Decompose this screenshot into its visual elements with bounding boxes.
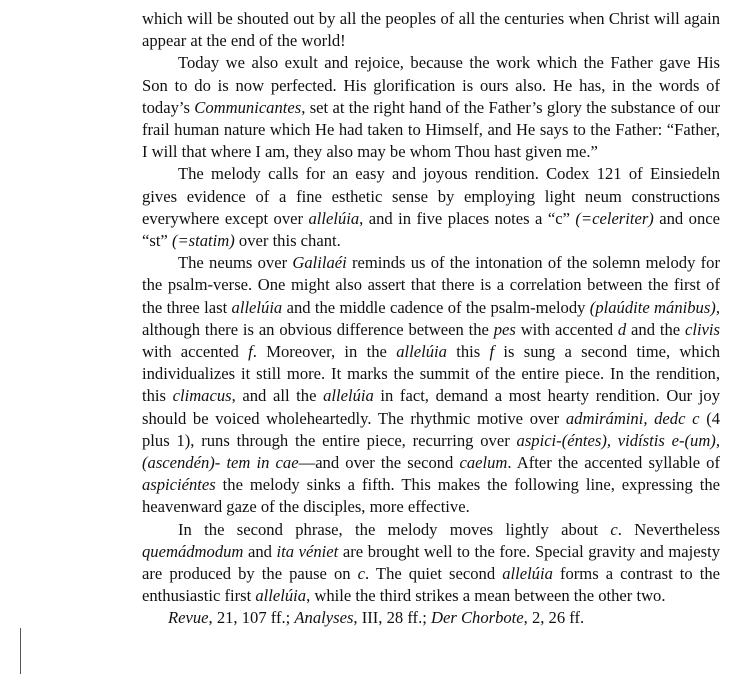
paragraph-1 — [142, 8, 720, 52]
italic-run: aspici-(éntes), vidístis e-(um), (ascendén)- tem in cae — [142, 430, 720, 473]
text-run: , 21, 107 ff.; — [208, 608, 295, 628]
italic-run: admirámini, dedc c — [565, 408, 700, 428]
text-run: , although there is an obvious difference between the — [142, 297, 720, 339]
text-run: Today we also exult and rejoice, because the work which the Father gave His Son to do is now perfected. His glorification is ours also. He has, in the words of today’s — [142, 53, 720, 117]
italic-run: Analyses — [294, 608, 354, 628]
text-run: and — [243, 541, 277, 561]
text-run: forms a contrast to the enthusiastic first — [142, 564, 721, 606]
italic-run: (=celeriter) — [575, 208, 654, 228]
text-run: —and over the second — [298, 453, 460, 473]
italic-run: Revue — [168, 608, 209, 628]
italic-run: allelúia — [231, 297, 283, 317]
text-run: reminds us of the intonation of the solemn melody for the psalm-verse. One might also assert that there is a correlation between the first of the three last — [142, 253, 720, 317]
paragraph-2 — [142, 52, 720, 163]
italic-run: climacus — [172, 386, 232, 406]
italic-run: (plaúdite mánibus) — [589, 297, 716, 317]
italic-run: caelum — [459, 453, 508, 473]
text-run: is sung a second time, which individualizes it still more. It marks the summit of the entire piece. In the rendition, this — [142, 342, 720, 406]
italic-run: allelúia — [502, 564, 553, 584]
text-run: . Moreover, in the — [252, 342, 397, 362]
italic-run: allelúia — [396, 342, 447, 362]
italic-run: Der Chorbote — [431, 608, 524, 628]
text-run: In the second phrase, the melody moves lightly about — [178, 519, 611, 539]
text-run: and once “st” — [142, 208, 720, 251]
text-run: The neums over — [178, 253, 293, 273]
text-run: , and all the — [231, 386, 324, 406]
text-run: and the — [626, 319, 685, 339]
italic-run: c — [610, 519, 618, 539]
italic-run: d — [617, 319, 627, 339]
italic-run: aspiciéntes — [142, 475, 216, 495]
text-run: this — [446, 342, 490, 362]
italic-run: ita véniet — [276, 541, 339, 561]
text-run: . The quiet second — [365, 564, 503, 584]
italic-run: clivis — [684, 319, 720, 339]
text-run: The melody calls for an easy and joyous rendition. Codex 121 of Einsiedeln gives evidence of a fine esthetic sense by employing light neum constructions everywhere except over — [142, 164, 720, 228]
text-run: the melody sinks a fifth. This makes the following line, expressing the heavenward gaze of the disciples, more effective. — [142, 475, 720, 517]
italic-run: allelúia — [255, 586, 307, 606]
text-run: over this chant. — [234, 231, 341, 251]
text-run: , and in five places notes a “c” — [359, 208, 576, 228]
italic-run: f — [489, 342, 495, 362]
text-run: with accented — [515, 319, 618, 339]
text-run: which will be shouted out by all the peoples of all the centuries when Christ will again appear at the end of the world! — [142, 9, 720, 51]
text-run: with accented — [142, 342, 249, 362]
paragraph-3 — [142, 163, 720, 252]
document-page — [142, 8, 720, 630]
text-run: . Nevertheless — [617, 519, 720, 539]
text-run: and the middle cadence of the psalm-melody — [282, 297, 590, 317]
italic-run: quemádmodum — [142, 541, 244, 561]
text-run: , while the third strikes a mean between the other two. — [306, 586, 666, 606]
references-line — [142, 607, 720, 629]
text-run: , III, 28 ff.; — [353, 608, 431, 628]
italic-run: f — [248, 342, 253, 362]
italic-run: allelúia — [308, 208, 360, 228]
text-run: in fact, demand a most hearty rendition. Our joy should be voiced wholeheartedly. The rhythmic motive over — [142, 386, 721, 428]
text-run: . After the accented syllable of — [507, 453, 720, 473]
text-run: , set at the right hand of the Father’s glory the substance of our frail human nature which He had taken to Himself, and He says to the Father: “Father, I will that where I am, they also may be whom Thou hast given me.” — [142, 97, 720, 162]
italic-run: c — [357, 564, 366, 584]
italic-run: Galilaéi — [292, 253, 347, 273]
text-run: (4 plus 1), runs through the entire piece, recurring over — [142, 408, 721, 450]
text-run: , 2, 26 ff. — [523, 608, 585, 628]
text-run: are brought well to the fore. Special gravity and majesty are produced by the pause on — [142, 541, 721, 584]
paragraph-5 — [142, 519, 720, 608]
italic-run: allelúia — [323, 386, 374, 406]
italic-run: (=statim) — [171, 231, 235, 251]
paragraph-4 — [142, 252, 720, 518]
italic-run: Communicantes — [194, 97, 302, 117]
italic-run: pes — [493, 319, 516, 339]
margin-rule — [20, 628, 21, 674]
